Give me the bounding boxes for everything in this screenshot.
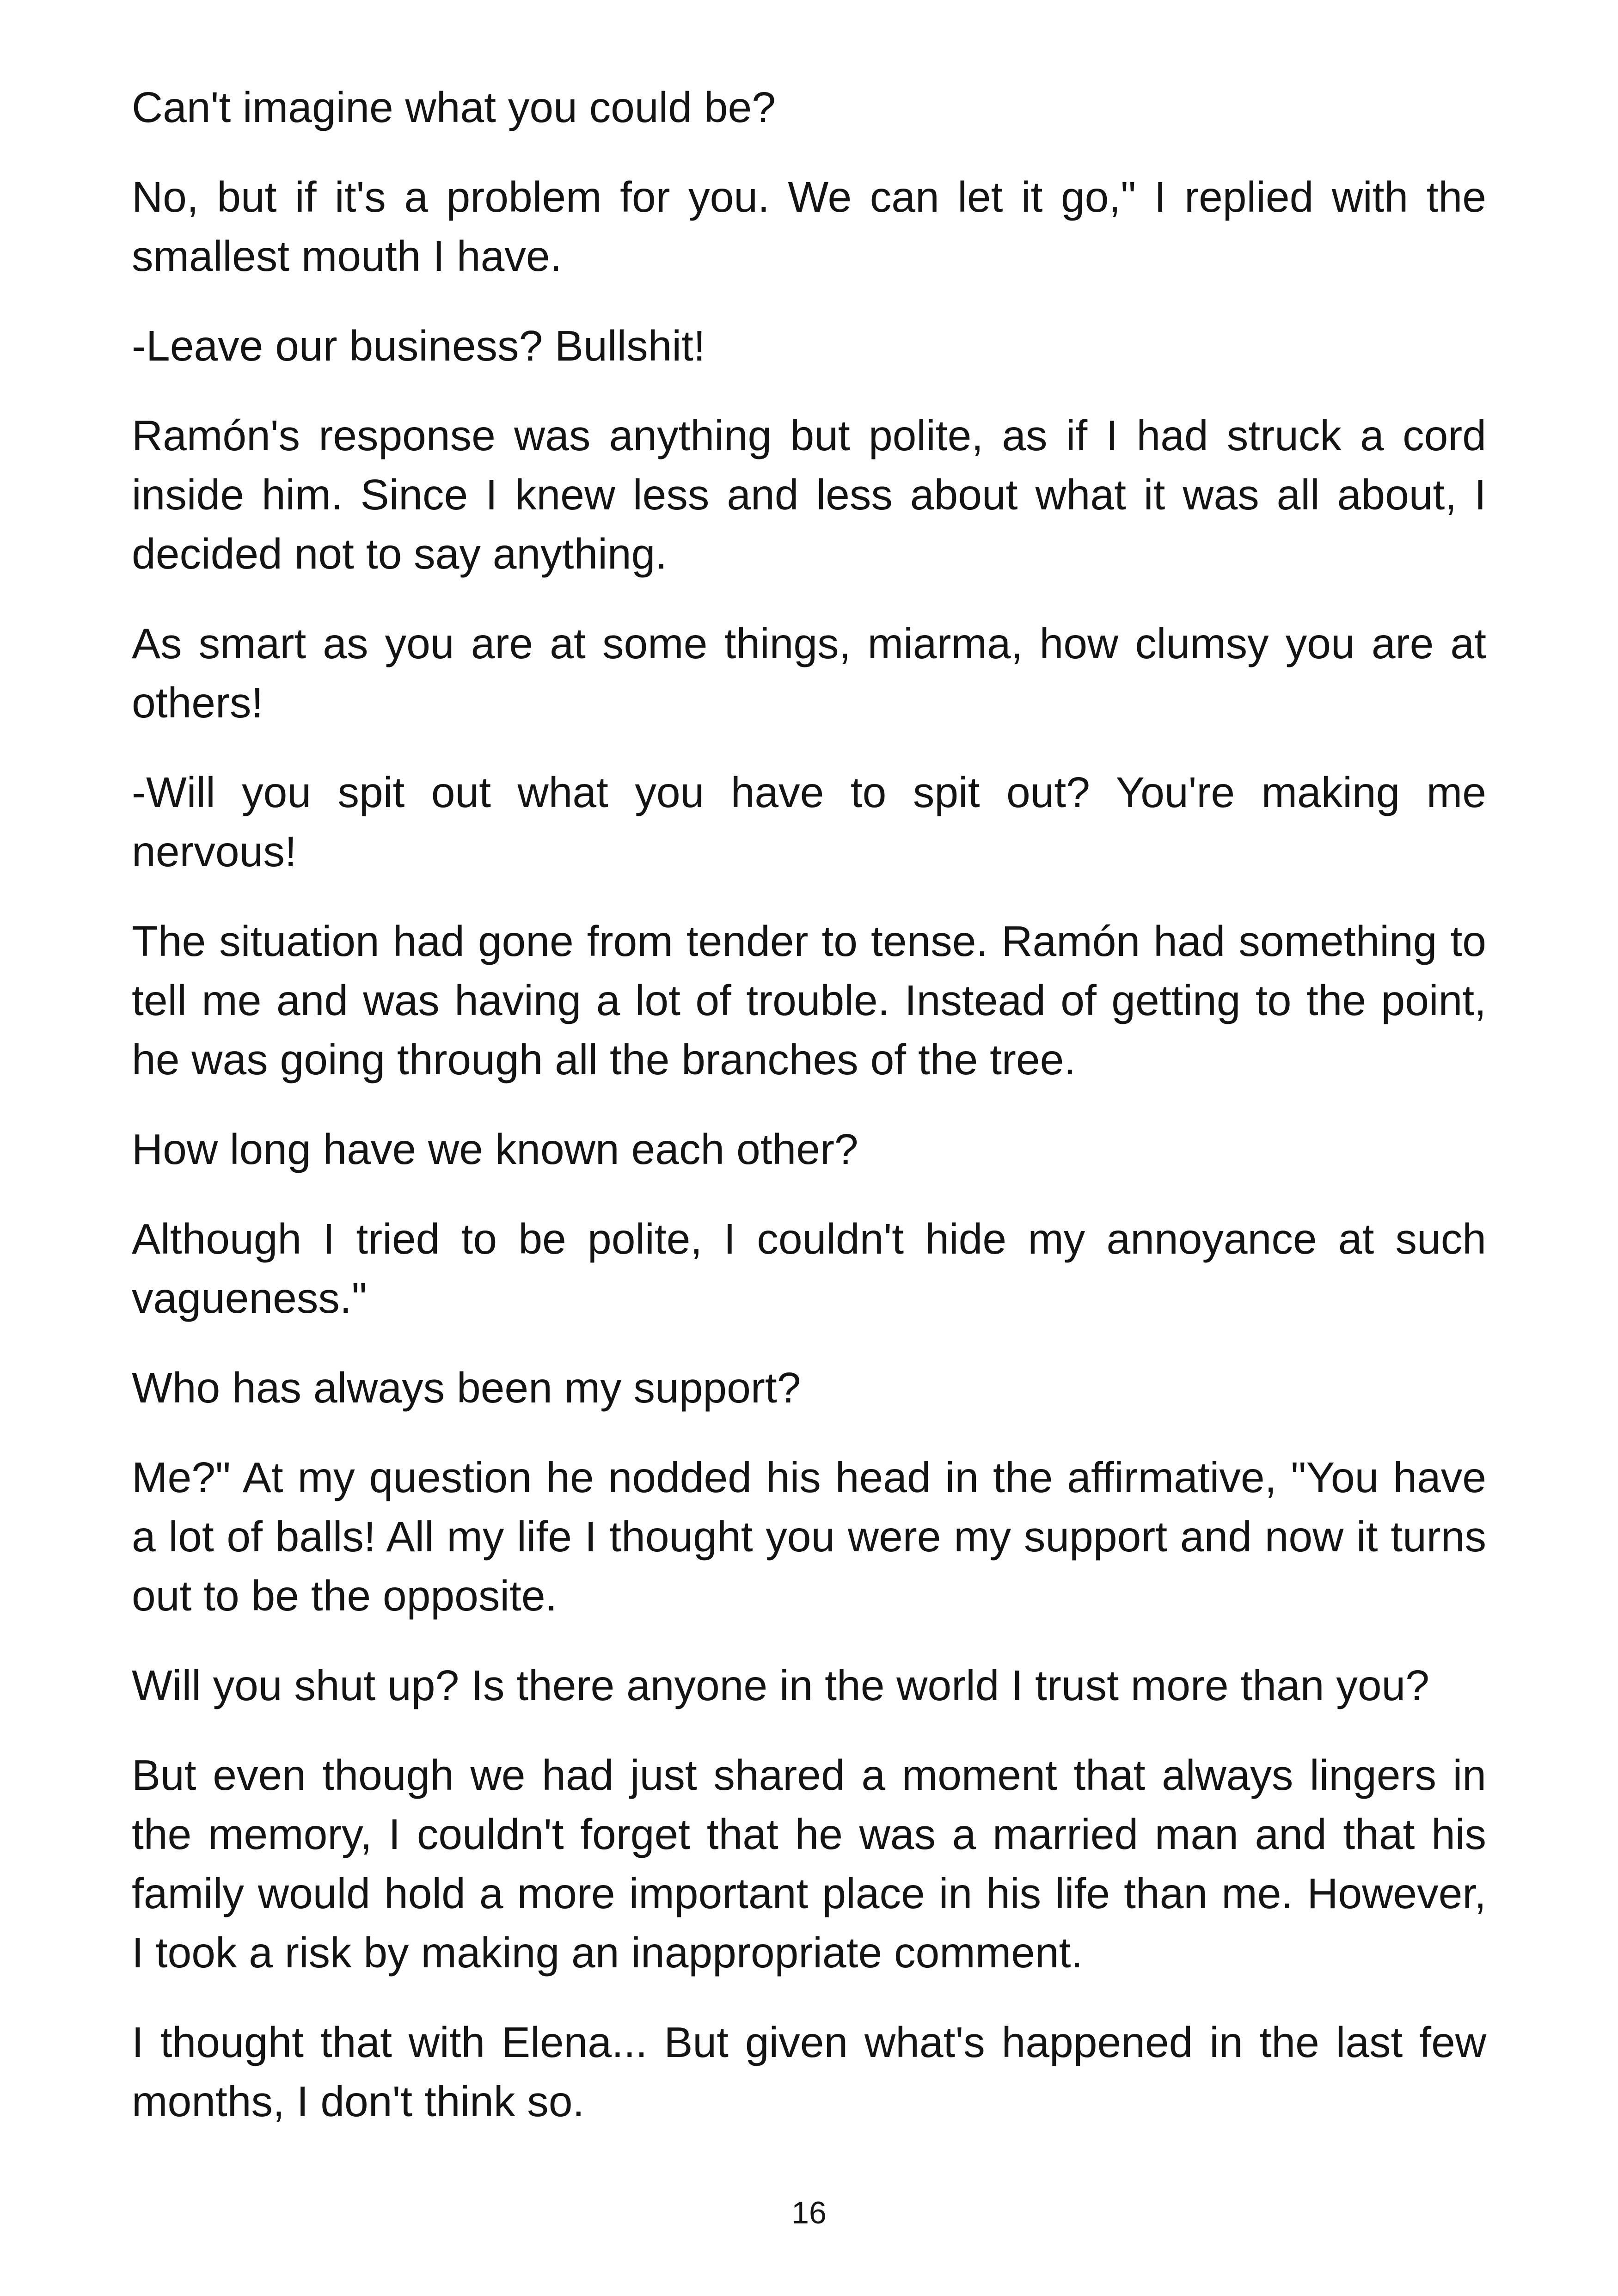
paragraph: But even though we had just shared a moment that always lingers in the memory, I couldn't forget that he was a married man and that his family would hold a more important place in his life than me. However, I took a risk by making an inappropriate comment. — [132, 1751, 1486, 1977]
paragraph: Although I tried to be polite, I couldn't hide my annoyance at such vagueness." — [132, 1215, 1486, 1322]
paragraph: Who has always been my support? — [132, 1364, 801, 1412]
paragraph: Ramón's response was anything but polite, as if I had struck a cord inside him. Since I knew less and less about what it was all about, I decided not to say anything. — [132, 411, 1486, 578]
body-text — [132, 78, 1486, 2161]
paragraph: -Will you spit out what you have to spit out? You're making me nervous! — [132, 768, 1486, 876]
paragraph: As smart as you are at some things, miarma, how clumsy you are at others! — [132, 619, 1486, 727]
paragraph: I thought that with Elena... But given what's happened in the last few months, I don't think so. — [132, 2018, 1486, 2125]
paragraph: -Leave our business? Bullshit! — [132, 322, 705, 370]
paragraph: Can't imagine what you could be? — [132, 83, 776, 131]
paragraph: The situation had gone from tender to tense. Ramón had something to tell me and was having a lot of trouble. Instead of getting to the point, he was going through all the branches of the tree. — [132, 917, 1486, 1084]
paragraph: How long have we known each other? — [132, 1125, 858, 1173]
page-number: 16 — [791, 2195, 827, 2230]
paragraph: Me?" At my question he nodded his head in the affirmative, "You have a lot of balls! All my life I thought you were my support and now it turns out to be the opposite. — [132, 1453, 1486, 1620]
paragraph: No, but if it's a problem for you. We can let it go," I replied with the smallest mouth I have. — [132, 173, 1486, 280]
paragraph: Will you shut up? Is there anyone in the world I trust more than you? — [132, 1661, 1429, 1709]
